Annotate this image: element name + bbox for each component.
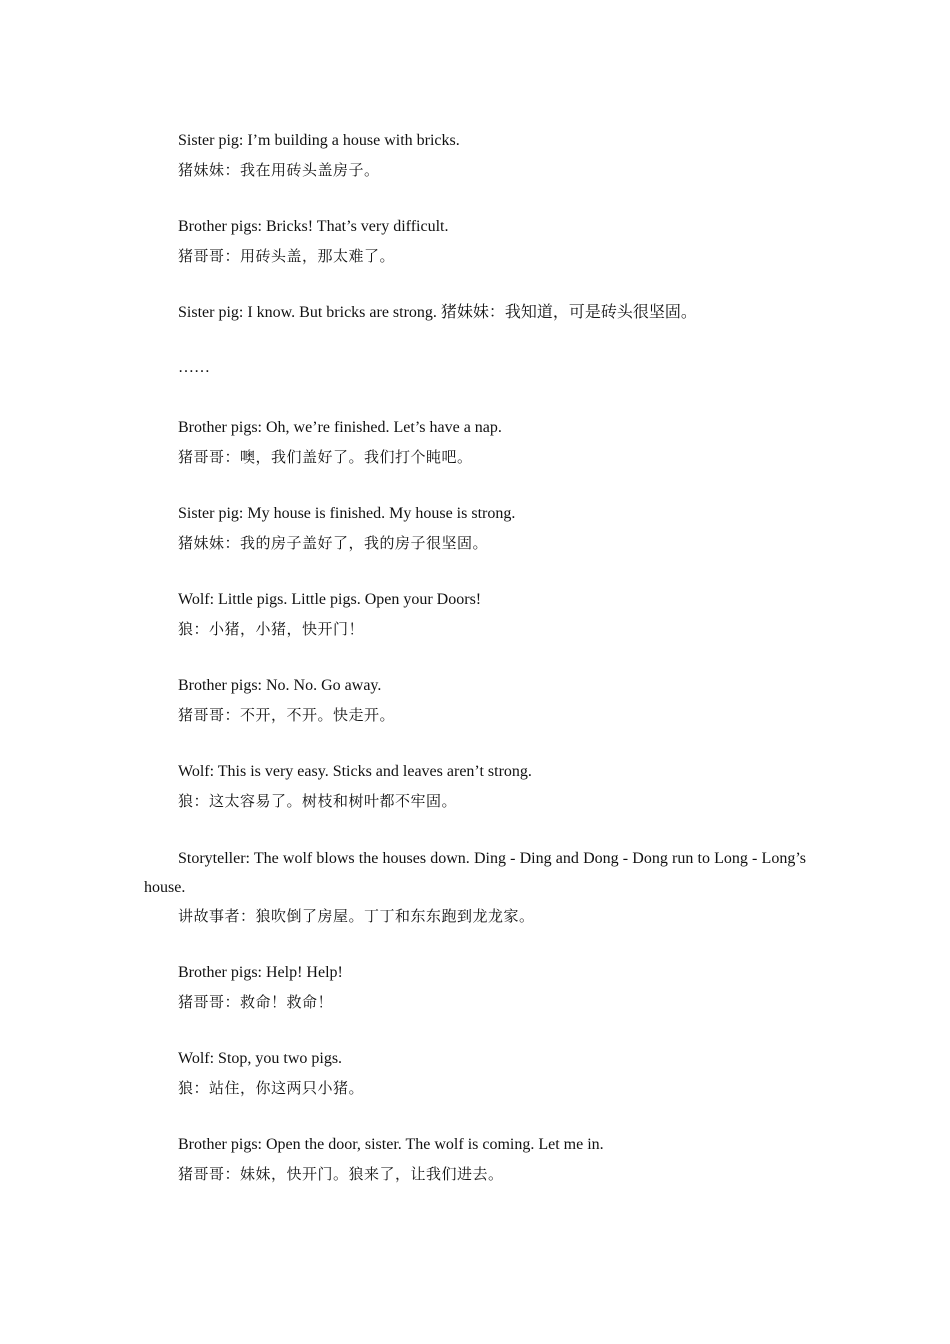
dialogue-line-zh: 猪妹妹：我的房子盖好了，我的房子很坚固。 [178,534,489,552]
dialogue-line-en: Brother pigs: No. No. Go away. [178,677,382,694]
dialogue-line-zh: 狼：小猪，小猪，快开门！ [178,620,365,638]
dialogue-line-zh: 猪妹妹：我在用砖头盖房子。 [178,161,380,179]
dialogue-line-zh: 猪哥哥：不开，不开。快走开。 [178,706,396,724]
dialogue-line-en: Brother pigs: Open the door, sister. The wolf is coming. Let me in. [178,1136,604,1153]
ellipsis: …… [178,359,210,376]
dialogue-line-zh: 讲故事者：狼吹倒了房屋。丁丁和东东跑到龙龙家。 [178,907,535,925]
dialogue-line-en: Sister pig: My house is finished. My house is strong. [178,505,516,522]
dialogue-line-en: Brother pigs: Help! Help! [178,964,343,981]
dialogue-line-zh: 猪哥哥：用砖头盖，那太难了。 [178,247,396,265]
dialogue-line-zh: 猪哥哥：救命！救命！ [178,993,334,1011]
dialogue-line-en: Wolf: This is very easy. Sticks and leaves aren’t strong. [178,763,532,780]
dialogue-line-zh: 狼：这太容易了。树枝和树叶都不牢固。 [178,792,458,810]
dialogue-line-en: Sister pig: I’m building a house with bricks. [178,132,460,149]
dialogue-line-zh: 猪哥哥：噢，我们盖好了。我们打个盹吧。 [178,448,473,466]
dialogue-line-en: Brother pigs: Bricks! That’s very difficult. [178,218,449,235]
dialogue-line-en: Wolf: Little pigs. Little pigs. Open your Doors! [178,591,482,608]
dialogue-line-mixed: Sister pig: I know. But bricks are strong. 猪妹妹：我知道，可是砖头很坚固。 [178,304,697,321]
dialogue-line-en: Wolf: Stop, you two pigs. [178,1050,343,1067]
dialogue-paragraph-en: Storyteller: The wolf blows the houses down. Ding - Ding and Dong - Dong run to Long - Long’s house. [144,850,806,896]
dialogue-line-zh: 猪哥哥：妹妹，快开门。狼来了，让我们进去。 [178,1165,504,1183]
dialogue-line-zh: 狼：站住，你这两只小猪。 [178,1079,365,1097]
dialogue-line-en: Brother pigs: Oh, we’re finished. Let’s have a nap. [178,419,502,436]
